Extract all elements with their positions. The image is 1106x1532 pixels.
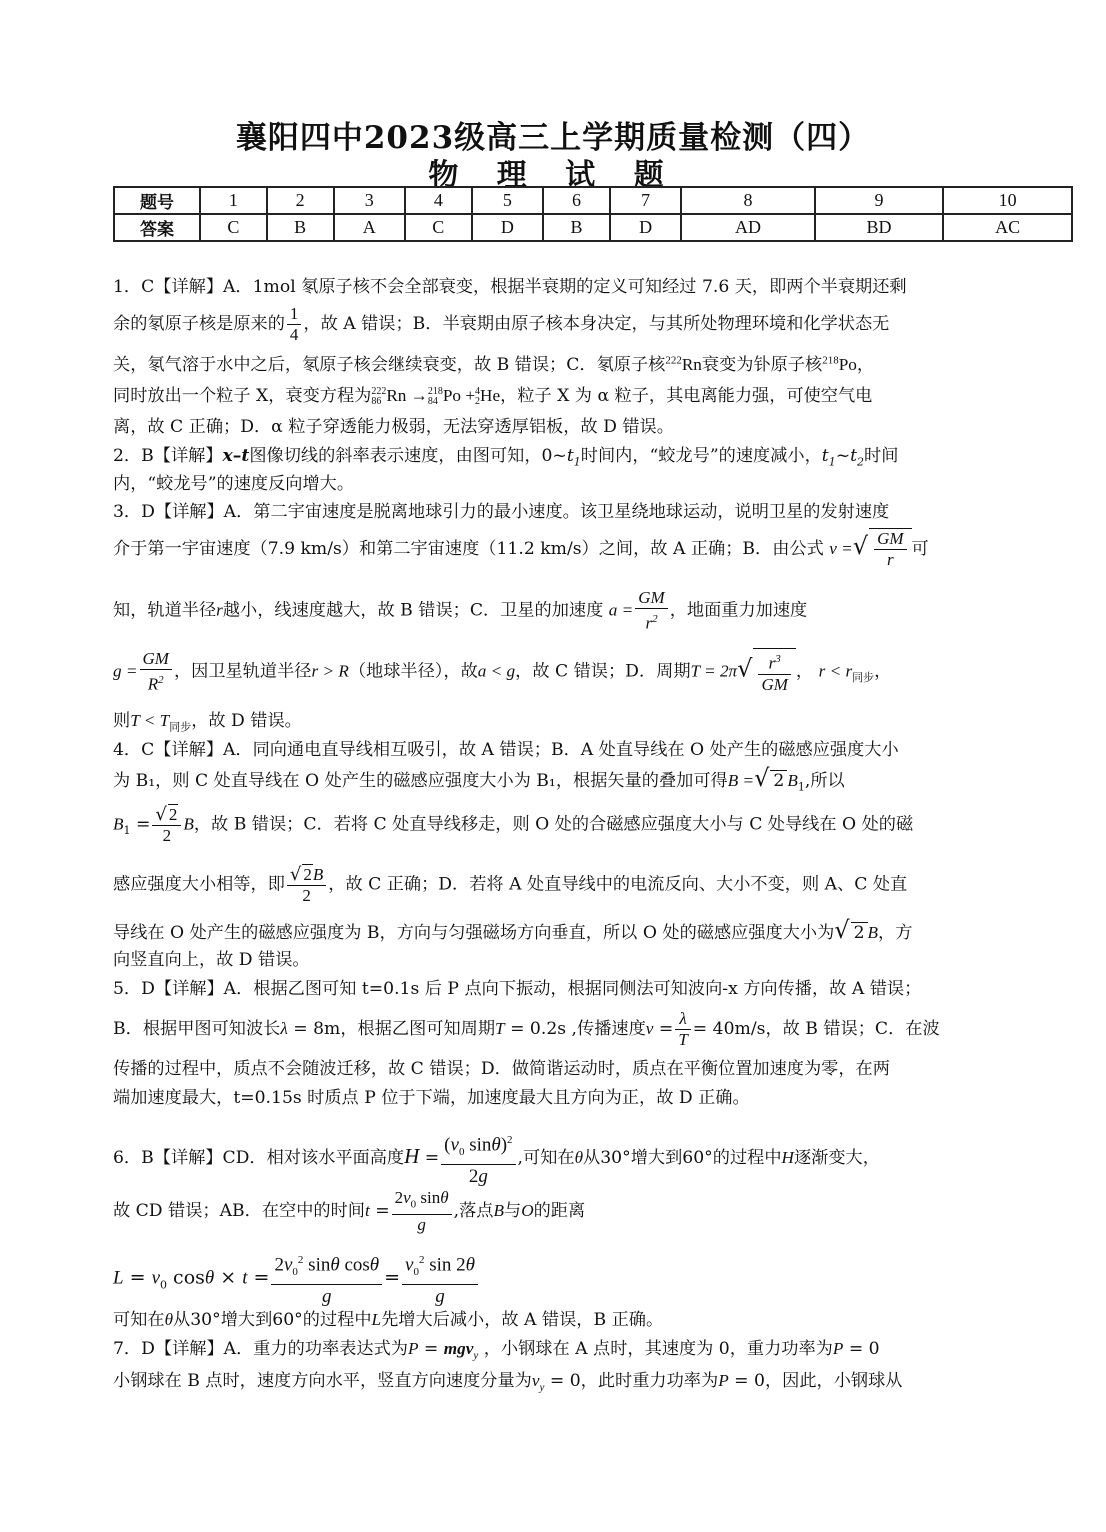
text-run: 可 <box>911 539 929 559</box>
text-run: 感应强度大小相等，即 <box>113 874 285 895</box>
text-run: 内，“蛟龙号”的速度反向增大。 <box>113 474 355 494</box>
text-run: 为 B₁，则 C 处直导线在 O 处产生的磁感应强度大小为 B₁，根据矢量的叠加可得 <box>113 771 728 791</box>
q7-line: 小钢球在 B 点时，速度方向水平，竖直方向速度分量为$v_y = 0$，此时重力功率为P = 0，因此，小钢球从 <box>113 1371 903 1394</box>
answer-cell: BD <box>815 214 944 241</box>
question-number: 8 <box>681 187 814 214</box>
text-run: 介于第一宇宙速度（7.9 km/s）和第二宇宙速度（11.2 km/s）之间，故 A 正确；B．由公式 <box>113 539 824 559</box>
text-run: 先增大后减小，故 A 错误，B 正确。 <box>381 1310 664 1330</box>
formula-rn222: $^{222}$Rn <box>665 354 702 374</box>
text-run: 则 <box>113 711 131 731</box>
text-run: 5．D【详解】A．根据乙图可知 t=0.1s 后 P 点向下振动，根据同侧法可知波向-x 方向传播，故 A 错误； <box>113 979 922 999</box>
text-run: 端加速度最大，t=0.15s 时质点 P 位于下端，加速度最大且方向为正，故 D 正确。 <box>113 1088 750 1108</box>
text-run: 可知在 <box>523 1148 575 1169</box>
formula-a: a = <box>608 600 634 620</box>
text-run: 知，轨道半径 <box>113 600 217 621</box>
q6-line: 可知在θ从30°增大到60°的过程中L先增大后减小，故 A 错误，B 正确。 <box>113 1310 664 1330</box>
q2-line: 2．B【详解】x–t图像切线的斜率表示速度，由图可知，$0\sim t_1$时间内，“蛟龙号”的速度减小，$t_1\sim t_2$时间 <box>113 446 899 469</box>
formula-g: g = <box>113 661 138 681</box>
text-run: 关，氡气溶于水中之后，氡原子核会继续衰变，故 B 错误；C．氡原子核 <box>113 355 666 375</box>
text-run: 4．C【详解】A．同向通电直导线相互吸引，故 A 错误；B．A 处直导线在 O 处产生的磁感应强度大小 <box>113 740 899 760</box>
text-run: ，此时重力功率为 <box>580 1371 719 1391</box>
fraction-one-quarter: $\frac{1}{4}$ <box>287 304 302 345</box>
formula-distance: $L = v_0$ cosθ × t = $\frac{2v_0^2 \sin\theta \cos\theta}{g}$ = $\frac{v_0^2 \sin 2\theta}{g}$ <box>113 1248 480 1309</box>
q5-line <box>113 1054 890 1079</box>
q3-line: 知，轨道半径r越小，线速度越大，故 B 错误；C．卫星的加速度 a = $\frac{GM}{r^2}$ ，地面重力加速度 <box>113 588 808 633</box>
q4-line: 为 B₁，则 C 处直导线在 O 处产生的磁感应强度大小为 B₁，根据矢量的叠加可得B =√ 2 $B_1$,所以 <box>113 764 845 794</box>
question-number: 3 <box>334 187 405 214</box>
q1-line <box>113 304 889 345</box>
text-run: ， <box>795 661 814 682</box>
q4-line <box>113 735 899 760</box>
text-run: ，故 B 错误；C．若将 C 处直导线移走，则 O 处的合磁感应强度大小与 C 处导线在 O 处的磁 <box>193 814 914 835</box>
q4-line <box>113 945 310 970</box>
q6-line: 6．B【详解】CD．相对该水平面高度H = $\frac{(v_0 \sin\theta)^2}{2g}$ ,可知在θ从30°增大到60°的过程中H逐渐变大， <box>113 1128 880 1189</box>
text-run: 小钢球在 B 点时，速度方向水平，竖直方向速度分量为 <box>113 1371 532 1391</box>
text-run: 6．B【详解】CD．相对该水平面高度 <box>113 1148 405 1169</box>
text-run: 逐渐变大， <box>793 1148 880 1169</box>
text-run: ，根据乙图可知周期 <box>340 1019 496 1039</box>
question-number: 9 <box>815 187 944 214</box>
answer-cell: B <box>267 214 334 241</box>
q1-line <box>113 381 872 407</box>
text-run: 越小，线速度越大，故 B 错误；C．卫星的加速度 <box>222 600 604 621</box>
q5-line: B．根据甲图可知波长λ = 8m，根据乙图可知周期T = 0.2s ,传播速度v = $\frac{\lambda}{T}$ = 40m/s，故 B 错误；C．在波 <box>113 1009 940 1049</box>
q4-line: 导线在 O 处产生的磁感应强度为 B，方向与匀强磁场方向垂直，所以 O 处的磁感应强度大小为√ 2 B，方 <box>113 916 913 944</box>
q3-line: g = $\frac{GM}{R^2}$ ，因卫星轨道半径r > R（地球半径），故a < g，故 C 错误；D．周期T = 2π√ $\frac{r^3}{GM}$ ， $r < r_{同步}$， <box>113 649 892 694</box>
text-run: ，故 D 错误。 <box>191 711 302 731</box>
text-run: ， <box>856 355 875 375</box>
question-number: 4 <box>405 187 472 214</box>
answer-cell: AC <box>943 214 1072 241</box>
answer-cell: C <box>200 214 267 241</box>
row-label-answer: 答案 <box>114 214 200 241</box>
text-run: 导线在 O 处产生的磁感应强度为 B，方向与匀强磁场方向垂直，所以 O 处的磁感应强度大小为 <box>113 923 835 943</box>
q5-line <box>113 974 921 999</box>
text-run: ，故 A 错误；B．半衰期由原子核本身决定，与其所处物理环境和化学状态无 <box>303 314 890 334</box>
question-number: 6 <box>543 187 610 214</box>
formula-b1: B <box>113 814 124 834</box>
text-run: 时间 <box>864 446 899 466</box>
text-run: 的距离 <box>533 1201 586 1222</box>
answer-table-answer-row <box>114 214 1072 241</box>
question-number: 7 <box>610 187 681 214</box>
text-run: 从 <box>583 1148 601 1169</box>
text-run: 故 CD 错误；AB．在空中的时间 <box>113 1201 365 1222</box>
text-run: 可知在 <box>113 1310 165 1330</box>
question-number: 10 <box>943 187 1072 214</box>
q4-line: 感应强度大小相等，即 $\frac{√ 2B}{2}$ ，故 C 正确；D．若将 A 处直导线中的电流反向、大小不变，则 A、C 处直 <box>113 864 908 905</box>
text-run: 的过程中 <box>712 1148 782 1169</box>
text-run: 与 <box>503 1201 522 1222</box>
q3-line <box>113 497 889 522</box>
page-title: 襄阳四中2023级高三上学期质量检测（四） <box>235 120 871 156</box>
q7-line: 7．D【详解】A．重力的功率表达式为P = mgv$_y$ ，小钢球在 A 点时，其速度为 0，重力功率为P = 0 <box>113 1339 880 1362</box>
question-number: 5 <box>472 187 543 214</box>
text-run: B．根据甲图可知波长 <box>113 1019 281 1039</box>
q3-line: 介于第一宇宙速度（7.9 km/s）和第二宇宙速度（11.2 km/s）之间，故 A 正确；B．由公式 v =√ $\frac{GM}{r}$ 可 <box>113 529 929 569</box>
text-run: 同时放出一个粒子 X，衰变方程为 <box>113 386 372 406</box>
text-run: 传播速度 <box>577 1019 646 1039</box>
q1-line <box>113 272 907 297</box>
text-run: 余的氡原子核是原来的 <box>113 314 285 334</box>
text-run: ，因此，小钢球从 <box>764 1371 903 1391</box>
text-run: 3．D【详解】A．第二宇宙速度是脱离地球引力的最小速度。该卫星绕地球运动，说明卫星的发射速度 <box>113 502 890 522</box>
text-run: ，故 C 正确；D．若将 A 处直导线中的电流反向、大小不变，则 A、C 处直 <box>328 874 908 895</box>
q1-line <box>113 412 674 437</box>
text-run: 时间内，“蛟龙号”的速度减小， <box>580 446 822 466</box>
text-run: 1．C【详解】A．1mol 氡原子核不会全部衰变，根据半衰期的定义可知经过 7.6 天，即两个半衰期还剩 <box>113 277 907 297</box>
text-run: ，方 <box>878 923 913 943</box>
q3-line: 则$T < T_{同步}$，故 D 错误。 <box>113 711 302 734</box>
answer-cell: C <box>405 214 472 241</box>
text-run: ，小钢球在 A 点时，其速度为 0，重力功率为 <box>483 1339 833 1359</box>
text-run: 7．D【详解】A．重力的功率表达式为 <box>113 1339 408 1359</box>
answer-table <box>113 186 1073 242</box>
formula-v: v = <box>829 539 853 558</box>
row-label-number: 题号 <box>114 187 200 214</box>
text-run: 的过程中 <box>302 1310 372 1330</box>
formula-po218: $^{218}$Po <box>822 354 857 374</box>
answer-cell: AD <box>681 214 814 241</box>
text-run: 所以 <box>810 771 845 791</box>
text-run: 增大到 <box>630 1148 683 1169</box>
formula-b-sum: B = <box>727 771 755 790</box>
q4-line: $B_1$ = $\frac{√ 2}{2}$ B，故 B 错误；C．若将 C 处直导线移走，则 O 处的合磁感应强度大小与 C 处导线在 O 处的磁 <box>113 804 914 845</box>
decay-equation: 222 86 Rn → 218 84 Po + 4 2 He <box>371 386 501 408</box>
text-run: ，地面重力加速度 <box>669 600 808 621</box>
q2-line <box>113 469 354 494</box>
answer-cell: A <box>334 214 405 241</box>
text-run: （地球半径），故 <box>348 661 478 682</box>
question-number: 1 <box>200 187 267 214</box>
answer-cell: D <box>610 214 681 241</box>
text-run: 落点 <box>459 1201 494 1222</box>
text-run: 传播的过程中，质点不会随波迁移，故 C 错误；D．做简谐运动时，质点在平衡位置加速度为零，在两 <box>113 1059 890 1079</box>
q1-line <box>113 350 874 375</box>
answer-cell: B <box>543 214 610 241</box>
answer-cell: D <box>472 214 543 241</box>
text-run: ，故 C 错误；D．周期 <box>515 661 691 682</box>
symbol-r: r <box>216 600 223 620</box>
text-run: ，因卫星轨道半径 <box>173 661 312 682</box>
text-run: 衰变为钋原子核 <box>701 355 823 375</box>
page-subtitle: 物 理 试 题 <box>428 158 678 193</box>
text-run: 2．B【详解】 <box>113 446 223 466</box>
text-run: 从 <box>173 1310 191 1330</box>
formula-period: T = 2π <box>690 661 738 681</box>
text-run: ，故 B 错误；C．在波 <box>765 1019 940 1039</box>
text-run: 图像切线的斜率表示速度，由图可知，0~ <box>249 446 567 466</box>
text-run: ，粒子 X 为 α 粒子，其电离能力强，可使空气电 <box>500 386 873 406</box>
q5-line <box>113 1083 750 1108</box>
question-number: 2 <box>267 187 334 214</box>
q6-line: 故 CD 错误；AB．在空中的时间t = $\frac{2v_0 \sin\theta}{g}$ ,落点B与O的距离 <box>113 1188 586 1235</box>
text-run: 向竖直向上，故 D 错误。 <box>113 950 310 970</box>
text-run: 增大到 <box>220 1310 273 1330</box>
answer-table-number-row <box>114 187 1072 214</box>
text-run: 离，故 C 正确；D．α 粒子穿透能力极弱，无法穿透厚铝板，故 D 错误。 <box>113 417 674 437</box>
